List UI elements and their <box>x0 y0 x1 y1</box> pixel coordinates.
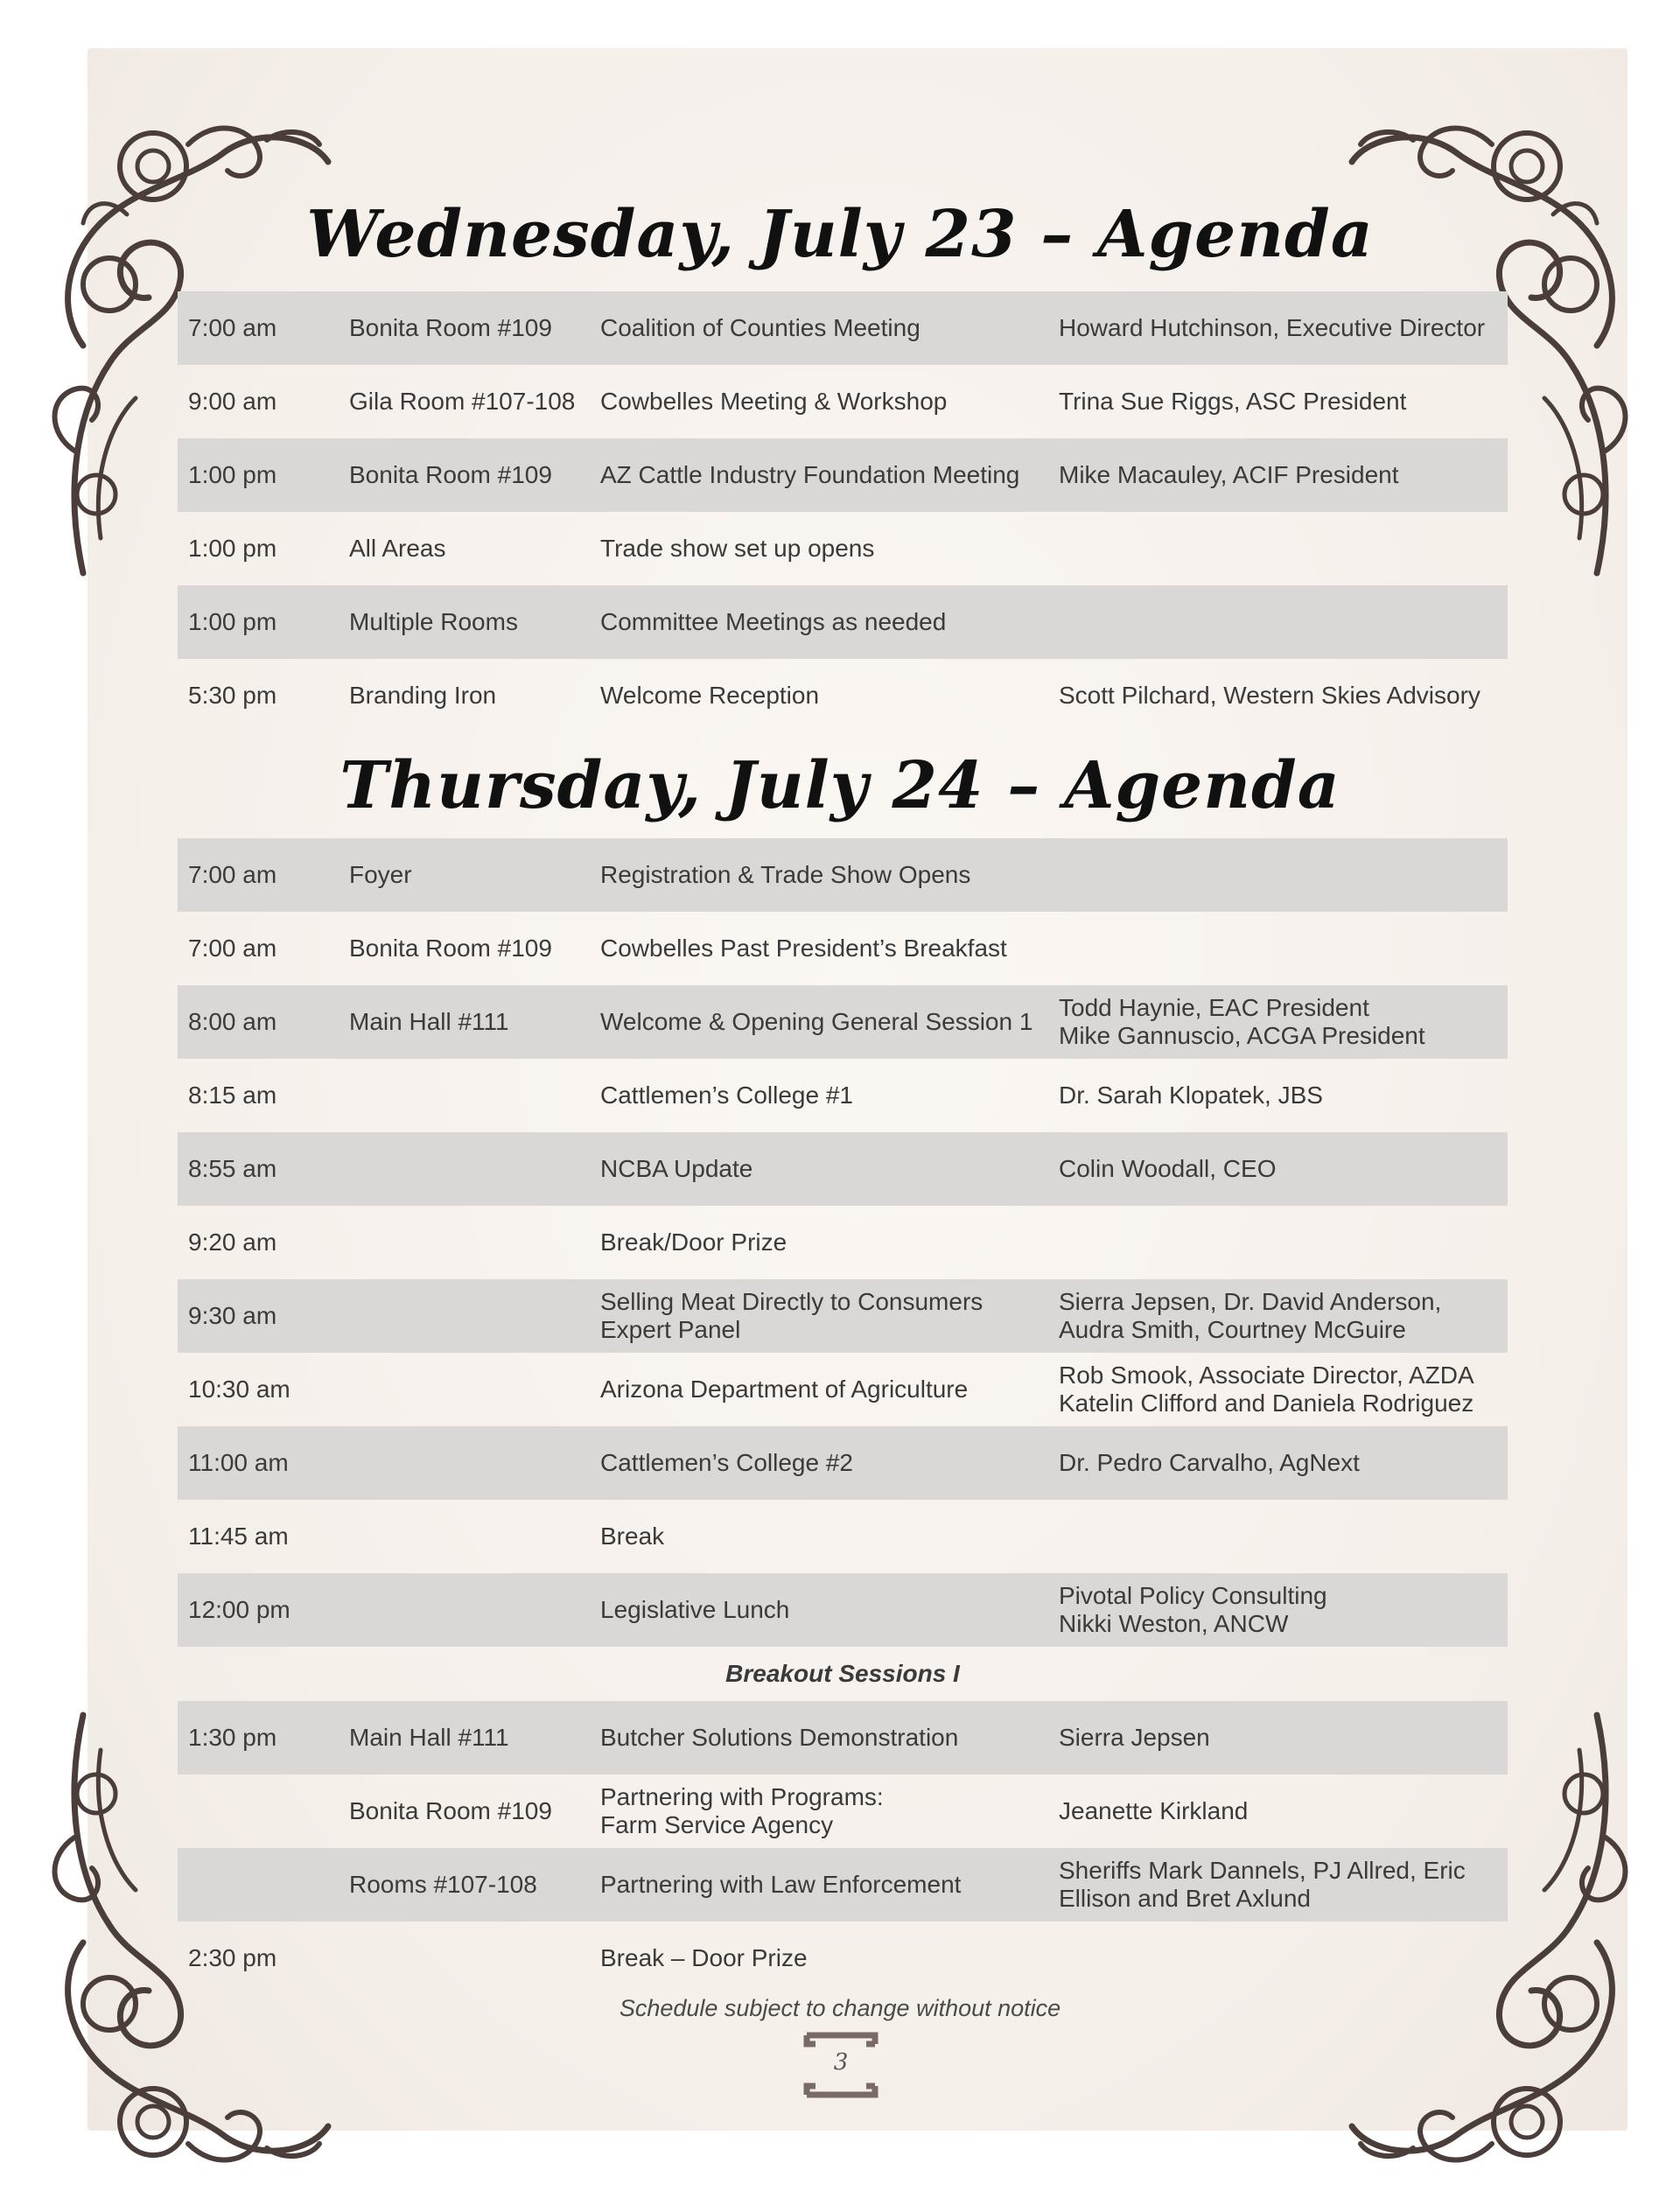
row-event: NCBA Update <box>600 1155 753 1182</box>
row-speaker: Mike Macauley, ACIF President <box>1059 461 1399 488</box>
agenda-row <box>178 438 1508 512</box>
row-time: 5:30 pm <box>188 682 277 709</box>
row-speaker: Pivotal Policy Consulting Nikki Weston, ANCW <box>1059 1582 1327 1637</box>
row-time: 1:00 pm <box>188 608 277 635</box>
agenda-row <box>178 912 1508 985</box>
row-speaker: Sierra Jepsen, Dr. David Anderson, Audra Smith, Courtney McGuire <box>1059 1288 1442 1343</box>
row-event: Partnering with Law Enforcement <box>600 1871 962 1898</box>
row-location: All Areas <box>349 535 446 562</box>
agenda-row <box>178 1922 1508 1995</box>
row-location <box>349 1573 598 1647</box>
row-location: Branding Iron <box>349 682 497 709</box>
row-event: Welcome Reception <box>600 682 820 709</box>
row-speaker: Dr. Sarah Klopatek, JBS <box>1059 1082 1323 1109</box>
row-location <box>349 1279 598 1353</box>
row-location: Rooms #107-108 <box>349 1871 537 1898</box>
row-location <box>349 1059 598 1132</box>
agenda-row <box>178 659 1508 732</box>
row-location <box>349 1922 598 1995</box>
row-speaker <box>1059 1922 1505 1995</box>
row-event: Arizona Department of Agriculture <box>600 1376 969 1403</box>
row-time: 1:00 pm <box>188 461 277 488</box>
agenda-row <box>178 1279 1508 1353</box>
row-time: 9:00 am <box>188 388 277 415</box>
agenda-row <box>178 838 1508 912</box>
row-time: 7:00 am <box>188 861 277 888</box>
agenda-row <box>178 1701 1508 1774</box>
row-location <box>349 1353 598 1426</box>
row-event: Break <box>600 1522 665 1550</box>
agenda-row <box>178 291 1508 365</box>
row-event: Registration & Trade Show Opens <box>600 861 971 888</box>
row-time: 9:20 am <box>188 1228 277 1256</box>
row-speaker: Dr. Pedro Carvalho, AgNext <box>1059 1449 1360 1476</box>
row-location <box>349 1500 598 1573</box>
row-location: Bonita Room #109 <box>349 314 552 341</box>
row-location: Gila Room #107-108 <box>349 388 576 415</box>
row-speaker: Sierra Jepsen <box>1059 1724 1210 1751</box>
row-location: Bonita Room #109 <box>349 461 552 488</box>
row-time: 12:00 pm <box>188 1596 290 1623</box>
row-speaker: Sheriffs Mark Dannels, PJ Allred, Eric Ellison and Bret Axlund <box>1059 1857 1466 1912</box>
row-event: Selling Meat Directly to Consumers Expert Panel <box>600 1288 984 1343</box>
agenda-row <box>178 1774 1508 1848</box>
row-time <box>188 1848 346 1922</box>
page-number-badge <box>803 2030 878 2100</box>
row-event: Cattlemen’s College #1 <box>600 1082 853 1109</box>
agenda-row <box>178 585 1508 659</box>
row-location: Main Hall #111 <box>349 1724 509 1751</box>
row-location: Foyer <box>349 861 412 888</box>
row-event: Welcome & Opening General Session 1 <box>600 1008 1033 1035</box>
row-time: 11:45 am <box>188 1522 289 1550</box>
row-location <box>349 1206 598 1279</box>
row-location: Multiple Rooms <box>349 608 518 635</box>
row-event: Trade show set up opens <box>600 535 875 562</box>
row-time: 8:00 am <box>188 1008 277 1035</box>
row-location: Main Hall #111 <box>349 1008 509 1035</box>
row-speaker: Todd Haynie, EAC President Mike Gannuscio, ACGA President <box>1059 994 1425 1049</box>
row-speaker: Rob Smook, Associate Director, AZDA Katelin Clifford and Daniela Rodriguez <box>1059 1362 1474 1417</box>
row-event: Break/Door Prize <box>600 1228 788 1256</box>
thursday-agenda <box>178 838 1508 1995</box>
row-time: 1:00 pm <box>188 535 277 562</box>
row-speaker: Colin Woodall, CEO <box>1059 1155 1277 1182</box>
row-time: 9:30 am <box>188 1302 277 1329</box>
row-speaker: Howard Hutchinson, Executive Director <box>1059 314 1486 341</box>
row-location <box>349 1132 598 1206</box>
row-time: 7:00 am <box>188 314 277 341</box>
row-event: Break – Door Prize <box>600 1944 808 1971</box>
row-speaker <box>1059 512 1505 585</box>
agenda-row <box>178 1848 1508 1922</box>
row-time: 2:30 pm <box>188 1944 277 1971</box>
row-event: Legislative Lunch <box>600 1596 790 1623</box>
agenda-row <box>178 1353 1508 1426</box>
agenda-row <box>178 1500 1508 1573</box>
schedule-disclaimer: Schedule subject to change without notice <box>619 1995 1061 2021</box>
row-time: 8:15 am <box>188 1082 277 1109</box>
row-event: Partnering with Programs: Farm Service Agency <box>600 1783 884 1838</box>
row-location: Bonita Room #109 <box>349 934 552 962</box>
row-speaker <box>1059 838 1505 912</box>
page-number: 3 <box>833 2049 849 2076</box>
row-time <box>188 1774 346 1848</box>
row-time: 8:55 am <box>188 1155 277 1182</box>
row-event: Cowbelles Meeting & Workshop <box>600 388 948 415</box>
row-speaker <box>1059 1206 1505 1279</box>
row-speaker <box>1059 585 1505 659</box>
agenda-row <box>178 512 1508 585</box>
row-event: AZ Cattle Industry Foundation Meeting <box>600 461 1020 488</box>
row-time: 11:00 am <box>188 1449 289 1476</box>
agenda-row <box>178 1206 1508 1279</box>
thursday-title: Thursday, July 24 – Agenda <box>340 748 1340 823</box>
row-location <box>349 1426 598 1500</box>
row-time: 1:30 pm <box>188 1724 277 1751</box>
row-speaker: Trina Sue Riggs, ASC President <box>1059 388 1407 415</box>
row-event: Cowbelles Past President’s Breakfast <box>600 934 1007 962</box>
row-speaker <box>1059 912 1505 985</box>
row-speaker: Scott Pilchard, Western Skies Advisory <box>1059 682 1480 709</box>
agenda-row <box>178 365 1508 438</box>
row-speaker: Jeanette Kirkland <box>1059 1797 1249 1824</box>
breakout-sessions-heading: Breakout Sessions I <box>725 1660 960 1687</box>
agenda-row <box>178 1426 1508 1500</box>
agenda-row <box>178 1059 1508 1132</box>
row-event: Cattlemen’s College #2 <box>600 1449 853 1476</box>
agenda-row <box>178 1573 1508 1647</box>
row-time: 10:30 am <box>188 1376 290 1403</box>
row-event: Coalition of Counties Meeting <box>600 314 920 341</box>
row-time: 7:00 am <box>188 934 277 962</box>
row-location: Bonita Room #109 <box>349 1797 552 1824</box>
row-event: Committee Meetings as needed <box>600 608 947 635</box>
wednesday-title: Wednesday, July 23 – Agenda <box>306 197 1374 272</box>
row-event: Butcher Solutions Demonstration <box>600 1724 959 1751</box>
wednesday-agenda <box>178 291 1508 732</box>
agenda-row <box>178 985 1508 1059</box>
agenda-row <box>178 1132 1508 1206</box>
row-speaker <box>1059 1500 1505 1573</box>
